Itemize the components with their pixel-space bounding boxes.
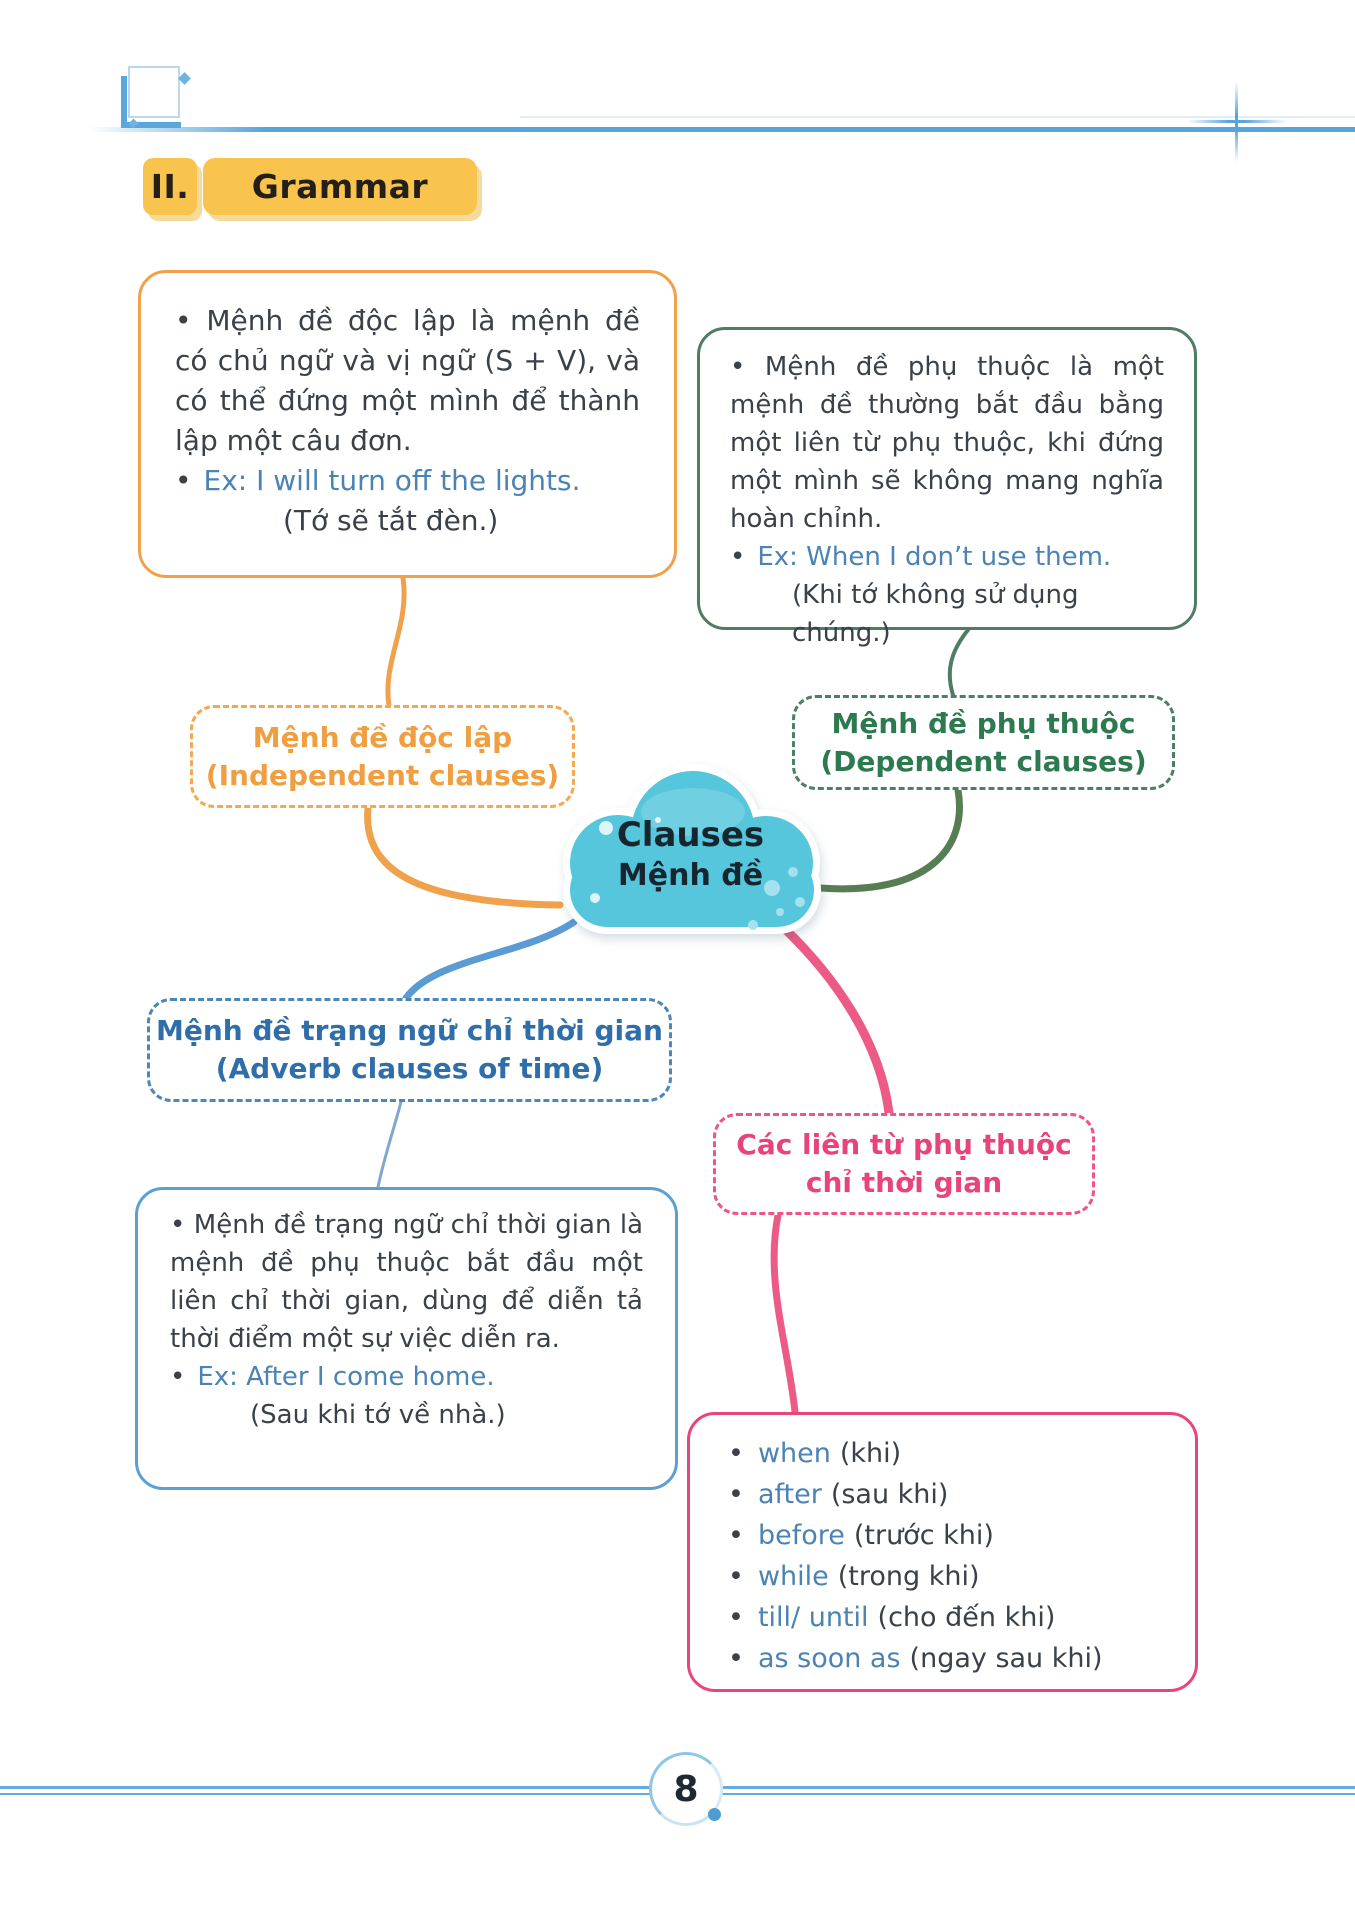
example-text: Ex: I will turn off the lights. xyxy=(203,464,581,497)
bullet: • xyxy=(730,542,746,572)
bullet: • xyxy=(728,1438,744,1469)
footer-dot-icon xyxy=(708,1808,721,1821)
definition-text: Mệnh đề trạng ngữ chỉ thời gian là mệnh đề phụ thuộc bắt đầu một liên chỉ thời gian, dùng để diễn tả thời điểm một sự việc diễn ra. xyxy=(170,1210,644,1354)
list-item xyxy=(728,1556,1175,1597)
section-title-badge xyxy=(203,158,477,215)
section-number-badge xyxy=(143,158,197,215)
conjunction-meaning: (trước khi) xyxy=(853,1520,994,1551)
tag-line2: (Dependent clauses) xyxy=(820,744,1147,778)
dependent-definition xyxy=(730,348,1164,538)
definition-text: Mệnh đề phụ thuộc là một mệnh đề thường bắt đầu bằng một liên từ phụ thuộc, khi đứng một mình sẽ không mang nghĩa hoàn chỉnh. xyxy=(730,352,1164,534)
list-item xyxy=(728,1638,1175,1679)
cloud-text xyxy=(548,814,833,896)
adverb-definition xyxy=(170,1206,643,1358)
dependent-translation: (Khi tớ không sử dụng chúng.) xyxy=(792,580,1079,648)
dependent-clause-box xyxy=(697,327,1197,648)
independent-clause-box xyxy=(138,270,677,578)
tag-line1: Các liên từ phụ thuộc xyxy=(736,1128,1072,1161)
conjunction-meaning: (trong khi) xyxy=(837,1561,980,1592)
bullet: • xyxy=(728,1602,744,1633)
cloud-title: Clauses xyxy=(616,815,765,855)
adverb-translation: (Sau khi tớ về nhà.) xyxy=(250,1400,506,1430)
conjunction-meaning: (sau khi) xyxy=(830,1479,949,1510)
bullet: • xyxy=(728,1479,744,1510)
list-item xyxy=(728,1597,1175,1638)
tag-line2: (Adverb clauses of time) xyxy=(215,1052,604,1085)
independent-definition xyxy=(175,301,640,461)
list-item xyxy=(728,1474,1175,1515)
list-item xyxy=(728,1433,1175,1474)
bullet: • xyxy=(170,1362,186,1392)
sparkle-icon xyxy=(1185,82,1290,164)
adverb-clause-box xyxy=(135,1187,678,1490)
tag-line2: (Independent clauses) xyxy=(205,758,560,792)
example-text: Ex: After I come home. xyxy=(197,1362,495,1392)
list-item xyxy=(728,1515,1175,1556)
conjunction-word: when xyxy=(757,1438,831,1469)
independent-clause-tag xyxy=(190,705,575,808)
conjunction-word: till/ until xyxy=(757,1602,869,1633)
independent-example xyxy=(175,461,640,501)
dependent-clause-tag xyxy=(792,695,1175,790)
dependent-example xyxy=(730,538,1164,576)
section-title: Grammar xyxy=(251,167,429,206)
clauses-cloud xyxy=(548,760,833,948)
conjunction-word: after xyxy=(757,1479,822,1510)
time-conjunctions-tag xyxy=(713,1113,1095,1215)
conjunction-meaning: (cho đến khi) xyxy=(877,1602,1056,1633)
bullet: • xyxy=(730,352,746,382)
adverb-clause-tag xyxy=(147,998,672,1102)
conjunction-meaning: (khi) xyxy=(839,1438,902,1469)
adverb-example xyxy=(170,1358,643,1396)
tag-line2: chỉ thời gian xyxy=(805,1166,1003,1199)
conjunction-word: before xyxy=(757,1520,845,1551)
bullet: • xyxy=(175,304,192,337)
tag-line1: Mệnh đề độc lập xyxy=(252,720,513,754)
tag-line1: Mệnh đề phụ thuộc xyxy=(831,706,1136,740)
bullet: • xyxy=(170,1210,186,1240)
bullet: • xyxy=(175,464,192,497)
independent-translation: (Tớ sẽ tắt đèn.) xyxy=(283,504,499,537)
conjunction-meaning: (ngay sau khi) xyxy=(909,1643,1103,1674)
example-text: Ex: When I don’t use them. xyxy=(757,542,1112,572)
bullet: • xyxy=(728,1643,744,1674)
bullet: • xyxy=(728,1520,744,1551)
section-number: II. xyxy=(150,167,190,206)
cloud-subtitle: Mệnh đề xyxy=(617,858,764,893)
conjunction-word: as soon as xyxy=(757,1643,901,1674)
conjunction-word: while xyxy=(757,1561,829,1592)
corner-frame-icon xyxy=(116,58,196,134)
definition-text: Mệnh đề độc lập là mệnh đề có chủ ngữ và vị ngữ (S + V), và có thể đứng một mình để thành lập một câu đơn. xyxy=(175,304,640,457)
tag-line1: Mệnh đề trạng ngữ chỉ thời gian xyxy=(156,1014,663,1047)
page-number: 8 xyxy=(673,1768,699,1810)
time-conjunctions-box xyxy=(687,1412,1198,1692)
bullet: • xyxy=(728,1561,744,1592)
